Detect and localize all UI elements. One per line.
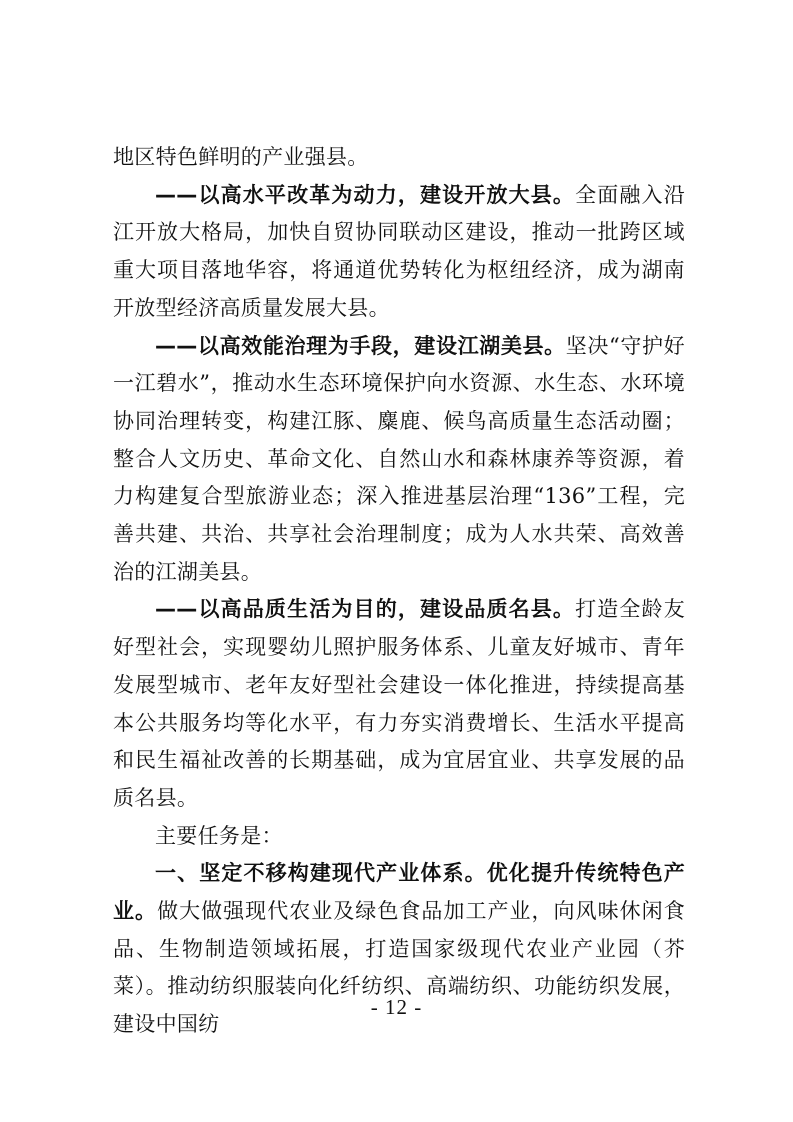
paragraph-quality-county	[113, 591, 685, 817]
paragraph-open-county	[113, 177, 685, 328]
paragraph-lead: ——以高水平改革为动力，建设开放大县。	[155, 182, 576, 207]
paragraph-text: 地区特色鲜明的产业强县。	[113, 145, 369, 169]
paragraph-text: 主要任务是：	[155, 823, 283, 848]
paragraph-lead: 一、坚定不移构建现代产业体系。优化提升传统特色产业。	[113, 861, 685, 924]
paragraph-jianghu-county	[113, 328, 685, 592]
paragraph-continuation	[113, 139, 685, 177]
document-body	[113, 139, 685, 1044]
paragraph-text: 打造全龄友好型社会，实现婴幼儿照护服务体系、儿童友好城市、青年发展型城市、老年友好型社会建设一体化推进，持续提高基本公共服务均等化水平，有力夯实消费增长、生活水平提高和民生福祉改善的长期基础，成为宜居宜业、共享发展的品质名县。	[113, 597, 685, 810]
paragraph-lead: ——以高效能治理为手段，建设江湖美县。	[155, 333, 566, 358]
paragraph-text: 全面融入沿江开放大格局，加快自贸协同联动区建设，推动一批跨区域重大项目落地华容，将通道优势转化为枢纽经济，成为湖南开放型经济高质量发展大县。	[113, 182, 685, 320]
page-number: - 12 -	[370, 995, 423, 1019]
paragraph-lead: ——以高品质生活为目的，建设品质名县。	[155, 597, 576, 622]
paragraph-main-tasks	[113, 818, 685, 856]
paragraph-text: 做大做强现代农业及绿色食品加工产业，向风味休闲食品、生物制造领域拓展，打造国家级现代农业产业园（芥菜）。推动纺织服装向化纤纺织、高端纺织、功能纺织发展，建设中国纺	[113, 899, 685, 1037]
paragraph-text: 坚决“守护好一江碧水”，推动水生态环境保护向水资源、水生态、水环境协同治理转变，构建江豚、麋鹿、候鸟高质量生态活动圈；整合人文历史、革命文化、自然山水和森林康养等资源，着力构建复合型旅游业态；深入推进基层治理“136”工程，完善共建、共治、共享社会治理制度；成为人水共荣、高效善治的江湖美县。	[113, 333, 685, 584]
